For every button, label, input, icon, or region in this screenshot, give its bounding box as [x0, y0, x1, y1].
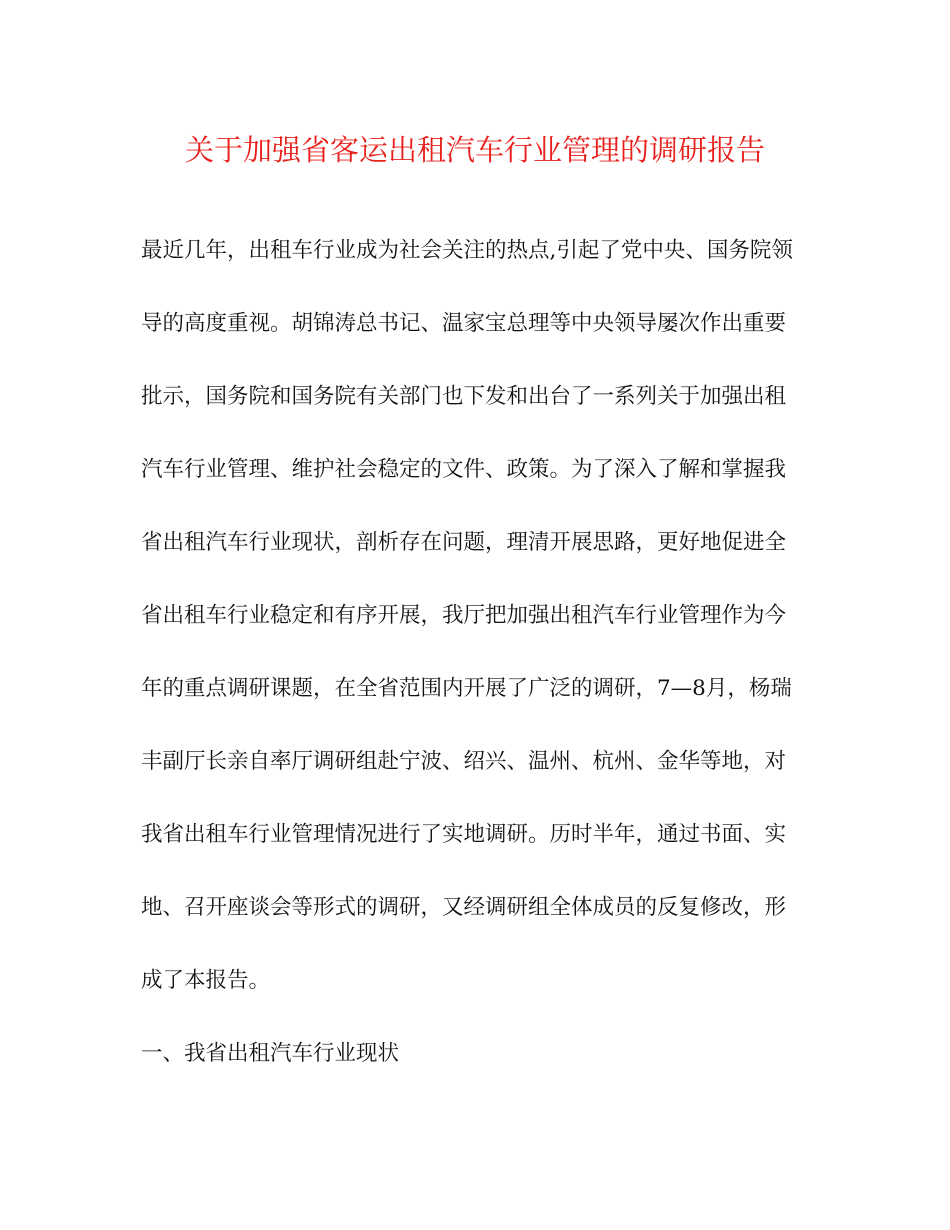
paragraph-line: 最近几年，出租车行业成为社会关注的热点,引起了党中央、国务院领	[141, 238, 793, 263]
paragraph-line: 年的重点调研课题，在全省范围内开展了广泛的调研，7—8月，杨瑞	[141, 676, 792, 701]
paragraph-line: 省出租汽车行业现状，剖析存在问题，理清开展思路，更好地促进全	[141, 530, 787, 555]
paragraph-line: 我省出租车行业管理情况进行了实地调研。历时半年，通过书面、实	[141, 822, 787, 847]
paragraph-line: 汽车行业管理、维护社会稳定的文件、政策。为了深入了解和掌握我	[141, 457, 787, 482]
paragraph-line: 丰副厅长亲自率厅调研组赴宁波、绍兴、温州、杭州、金华等地，对	[141, 749, 787, 774]
paragraph-line: 导的高度重视。胡锦涛总书记、温家宝总理等中央领导屡次作出重要	[141, 311, 787, 336]
paragraph-line: 省出租车行业稳定和有序开展，我厅把加强出租汽车行业管理作为今	[141, 603, 787, 628]
paragraph-line: 成了本报告。	[141, 968, 271, 993]
paragraph-line: 批示，国务院和国务院有关部门也下发和出台了一系列关于加强出租	[141, 384, 787, 409]
paragraph-line: 地、召开座谈会等形式的调研，又经调研组全体成员的反复修改，形	[141, 895, 787, 920]
document-title: 关于加强省客运出租汽车行业管理的调研报告	[184, 133, 765, 167]
section-heading: 一、我省出租汽车行业现状	[141, 1041, 400, 1066]
